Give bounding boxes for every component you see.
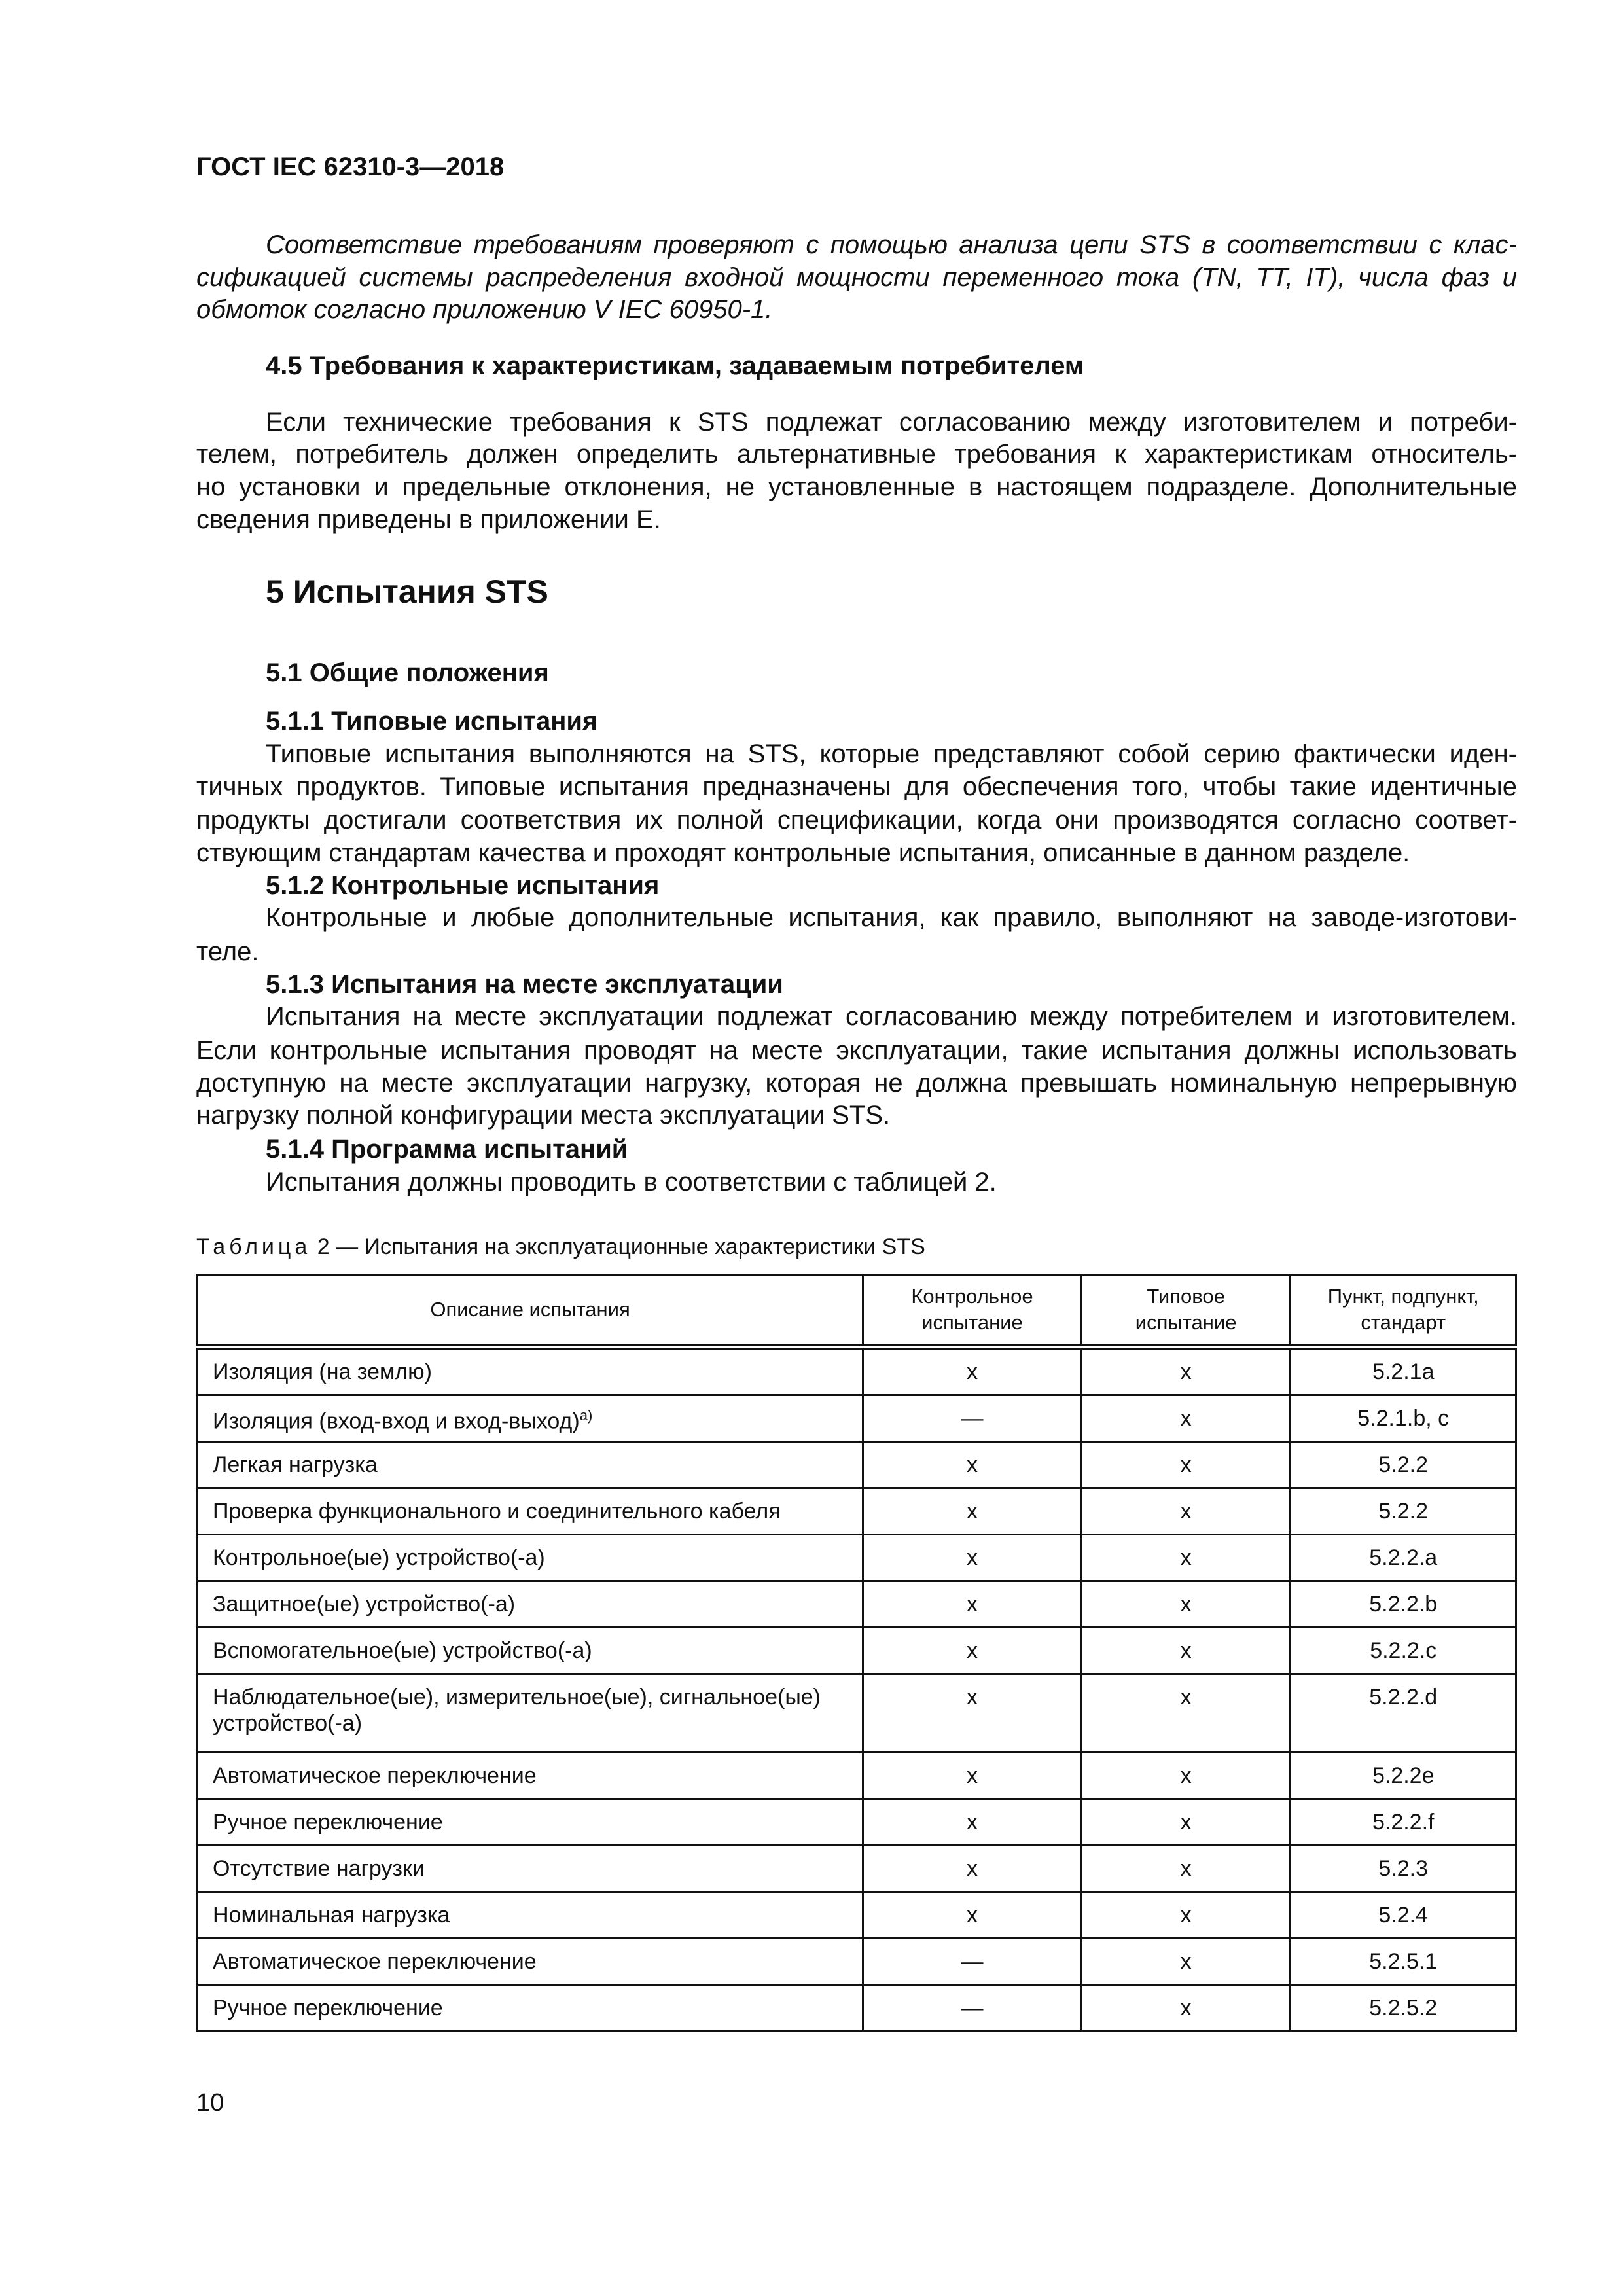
cell-text: x <box>966 1638 978 1663</box>
cell-text: x <box>1180 1996 1192 2020</box>
test-description-cell <box>198 1347 863 1395</box>
type-test-cell <box>1081 1892 1291 1939</box>
cell-text: — <box>961 1406 984 1431</box>
test-description-cell <box>198 1628 863 1674</box>
routine-test-cell <box>863 1674 1082 1753</box>
section-heading-5-1-4: 5.1.4 Программа испытаний <box>266 1135 628 1164</box>
cell-text: 5.2.5.1 <box>1369 1949 1438 1974</box>
cell-text: Проверка функционального и соединительного кабеля <box>213 1499 781 1524</box>
cell-text: Ручное переключение <box>213 1810 443 1835</box>
table-row <box>198 1628 1516 1674</box>
type-test-cell <box>1081 1939 1291 1985</box>
test-description-cell <box>198 1488 863 1535</box>
section-heading-4-5: 4.5 Требования к характеристикам, задаваемым потребителем <box>266 351 1084 380</box>
type-test-cell <box>1081 1442 1291 1488</box>
cell-text: 5.2.1a <box>1372 1359 1435 1384</box>
table-row <box>198 1892 1516 1939</box>
table-row <box>198 1535 1516 1581</box>
type-test-cell <box>1081 1799 1291 1846</box>
clause-cell <box>1291 1442 1516 1488</box>
cell-text: x <box>1180 1638 1192 1663</box>
routine-test-cell <box>863 1347 1082 1395</box>
test-description-cell <box>198 1939 863 1985</box>
section-heading-5-1: 5.1 Общие положения <box>266 658 549 687</box>
test-description-cell <box>198 1395 863 1442</box>
paragraph-line: тичных продуктов. Типовые испытания предназначены для обеспечения того, чтобы такие идентичные <box>196 772 1517 801</box>
cell-text: 5.2.2.c <box>1370 1638 1437 1663</box>
section-heading-5-1-2: 5.1.2 Контрольные испытания <box>266 871 660 900</box>
routine-test-cell <box>863 1581 1082 1628</box>
type-test-cell <box>1081 1581 1291 1628</box>
routine-test-cell <box>863 1535 1082 1581</box>
paragraph-line: нагрузку полной конфигурации места эксплуатации STS. <box>196 1101 891 1130</box>
test-description-cell <box>198 1674 863 1753</box>
test-description-cell <box>198 1846 863 1892</box>
clause-cell <box>1291 1535 1516 1581</box>
cell-text: Изоляция (на землю) <box>213 1359 432 1384</box>
table-caption <box>196 1230 1517 1263</box>
routine-test-cell <box>863 1939 1082 1985</box>
type-test-cell <box>1081 1347 1291 1395</box>
cell-text: x <box>1180 1903 1192 1928</box>
cell-text: x <box>1180 1763 1192 1788</box>
cell-text: Отсутствие нагрузки <box>213 1856 425 1881</box>
paragraph-line: теле. <box>196 937 259 966</box>
cell-text: x <box>966 1903 978 1928</box>
cell-text: Легкая нагрузка <box>213 1452 378 1477</box>
cell-text: Вспомогательное(ые) устройство(-а) <box>213 1638 592 1663</box>
cell-text: 5.2.3 <box>1378 1856 1429 1881</box>
table-row <box>198 1753 1516 1799</box>
cell-text: — <box>961 1996 984 2020</box>
cell-text: x <box>966 1452 978 1477</box>
cell-text: 5.2.2.b <box>1369 1592 1438 1617</box>
cell-text: Изоляция (вход-вход и вход-выход) <box>213 1408 580 1434</box>
cell-text: x <box>1180 1949 1192 1974</box>
paragraph-line: Контрольные и любые дополнительные испытания, как правило, выполняют на заводе-изготови- <box>266 903 1517 932</box>
clause-cell <box>1291 1488 1516 1535</box>
table-row <box>198 1488 1516 1535</box>
type-test-cell <box>1081 1395 1291 1442</box>
table-caption-text: 2 — Испытания на эксплуатационные характеристики STS <box>311 1234 925 1259</box>
clause-cell <box>1291 1846 1516 1892</box>
table-row <box>198 1442 1516 1488</box>
cell-text: 5.2.2 <box>1378 1499 1429 1524</box>
cell-text: x <box>1180 1856 1192 1881</box>
cell-text: x <box>1180 1359 1192 1384</box>
clause-cell <box>1291 1347 1516 1395</box>
routine-test-cell <box>863 1846 1082 1892</box>
clause-cell <box>1291 1628 1516 1674</box>
clause-cell <box>1291 1985 1516 2032</box>
cell-text: 5.2.2.d <box>1369 1685 1438 1710</box>
cell-text: 5.2.4 <box>1378 1903 1429 1928</box>
test-description-cell <box>198 1581 863 1628</box>
cell-text: Ручное переключение <box>213 1996 443 2020</box>
column-header: Контрольное испытание <box>863 1275 1082 1347</box>
table-row <box>198 1395 1516 1442</box>
type-test-cell <box>1081 1628 1291 1674</box>
routine-test-cell <box>863 1892 1082 1939</box>
clause-cell <box>1291 1939 1516 1985</box>
routine-test-cell <box>863 1753 1082 1799</box>
paragraph-line: продукты достигали соответствия их полной спецификации, когда они производятся согласно соответ- <box>196 806 1517 834</box>
paragraph-line: Если контрольные испытания проводят на месте эксплуатации, такие испытания должны использовать <box>196 1036 1517 1065</box>
table-header-row <box>198 1275 1516 1347</box>
routine-test-cell <box>863 1488 1082 1535</box>
cell-text: Наблюдательное(ые), измерительное(ые), сигнальное(ые) устройство(-а) <box>213 1685 821 1736</box>
cell-text: 5.2.2e <box>1372 1763 1435 1788</box>
cell-text: x <box>966 1856 978 1881</box>
cell-text: — <box>961 1949 984 1974</box>
type-test-cell <box>1081 1535 1291 1581</box>
table-row <box>198 1674 1516 1753</box>
cell-text: x <box>1180 1685 1192 1710</box>
cell-text: x <box>966 1685 978 1710</box>
clause-cell <box>1291 1674 1516 1753</box>
footnote-mark: а) <box>579 1407 593 1424</box>
paragraph-line: сведения приведены в приложении Е. <box>196 505 661 534</box>
table-row <box>198 1939 1516 1985</box>
test-description-cell <box>198 1753 863 1799</box>
compliance-note-line: Соответствие требованиям проверяют с помощью анализа цепи STS в соответствии с клас- <box>266 230 1517 259</box>
type-test-cell <box>1081 1846 1291 1892</box>
column-header: Описание испытания <box>198 1275 863 1347</box>
cell-text: 5.2.2.a <box>1369 1545 1438 1570</box>
column-header: Пункт, подпункт, стандарт <box>1291 1275 1516 1347</box>
paragraph-line: Испытания должны проводить в соответствии с таблицей 2. <box>266 1168 997 1196</box>
cell-text: 5.2.2.f <box>1372 1810 1435 1835</box>
cell-text: x <box>966 1359 978 1384</box>
type-test-cell <box>1081 1753 1291 1799</box>
cell-text: x <box>966 1499 978 1524</box>
page-number: 10 <box>196 2089 224 2117</box>
type-test-cell <box>1081 1985 1291 2032</box>
clause-cell <box>1291 1799 1516 1846</box>
test-description-cell <box>198 1535 863 1581</box>
cell-text: 5.2.1.b, c <box>1357 1406 1450 1431</box>
test-description-cell <box>198 1799 863 1846</box>
document-header: ГОСТ IEC 62310-3—2018 <box>196 152 505 181</box>
cell-text: 5.2.2 <box>1378 1452 1429 1477</box>
paragraph-line: Если технические требования к STS подлежат согласованию между изготовителем и потреби- <box>266 408 1517 437</box>
type-test-cell <box>1081 1674 1291 1753</box>
section-heading-5-1-3: 5.1.3 Испытания на месте эксплуатации <box>266 970 783 999</box>
cell-text: 5.2.5.2 <box>1369 1996 1438 2020</box>
test-description-cell <box>198 1985 863 2032</box>
clause-cell <box>1291 1892 1516 1939</box>
paragraph-line: Испытания на месте эксплуатации подлежат согласованию между потребителем и изготовителем. <box>266 1002 1517 1031</box>
paragraph-line: доступную на месте эксплуатации нагрузку, которая не должна превышать номинальную непрерывную <box>196 1069 1517 1098</box>
routine-test-cell <box>863 1442 1082 1488</box>
table-row <box>198 1581 1516 1628</box>
routine-test-cell <box>863 1395 1082 1442</box>
table-row <box>198 1799 1516 1846</box>
cell-text: x <box>966 1545 978 1570</box>
cell-text: x <box>966 1763 978 1788</box>
cell-text: x <box>1180 1452 1192 1477</box>
routine-test-cell <box>863 1628 1082 1674</box>
cell-text: Автоматическое переключение <box>213 1763 537 1788</box>
cell-text: Автоматическое переключение <box>213 1949 537 1974</box>
routine-test-cell <box>863 1985 1082 2032</box>
cell-text: x <box>1180 1545 1192 1570</box>
test-description-cell <box>198 1442 863 1488</box>
column-header: Типовое испытание <box>1081 1275 1291 1347</box>
clause-cell <box>1291 1581 1516 1628</box>
paragraph-line: ствующим стандартам качества и проходят контрольные испытания, описанные в данном разделе. <box>196 838 1410 867</box>
clause-cell <box>1291 1753 1516 1799</box>
cell-text: x <box>1180 1810 1192 1835</box>
table-row <box>198 1347 1516 1395</box>
table-body <box>198 1347 1516 2032</box>
paragraph-line: телем, потребитель должен определить альтернативные требования к характеристикам относитель- <box>196 440 1517 469</box>
table-row <box>198 1985 1516 2032</box>
compliance-note-line: сификацией системы распределения входной мощности переменного тока (TN, TT, IT), числа фаз и <box>196 263 1517 292</box>
section-heading-5-1-1: 5.1.1 Типовые испытания <box>266 707 598 736</box>
cell-text: x <box>966 1810 978 1835</box>
cell-text: x <box>1180 1592 1192 1617</box>
cell-text: Защитное(ые) устройство(-а) <box>213 1592 516 1617</box>
cell-text: Номинальная нагрузка <box>213 1903 450 1928</box>
cell-text: x <box>1180 1499 1192 1524</box>
type-test-cell <box>1081 1488 1291 1535</box>
paragraph-line: Типовые испытания выполняются на STS, которые представляют собой серию фактически иден- <box>266 740 1517 768</box>
routine-test-cell <box>863 1799 1082 1846</box>
cell-text: x <box>1180 1406 1192 1431</box>
compliance-note-line: обмоток согласно приложению V IEC 60950-1. <box>196 295 773 324</box>
tests-table <box>196 1274 1517 2032</box>
test-description-cell <box>198 1892 863 1939</box>
paragraph-line: но установки и предельные отклонения, не установленные в настоящем подразделе. Дополнительные <box>196 473 1517 501</box>
table-caption-label: Таблица <box>196 1234 312 1259</box>
section-heading-5: 5 Испытания STS <box>266 573 548 610</box>
table-row <box>198 1846 1516 1892</box>
cell-text: Контрольное(ые) устройство(-а) <box>213 1545 545 1570</box>
clause-cell <box>1291 1395 1516 1442</box>
cell-text: x <box>966 1592 978 1617</box>
